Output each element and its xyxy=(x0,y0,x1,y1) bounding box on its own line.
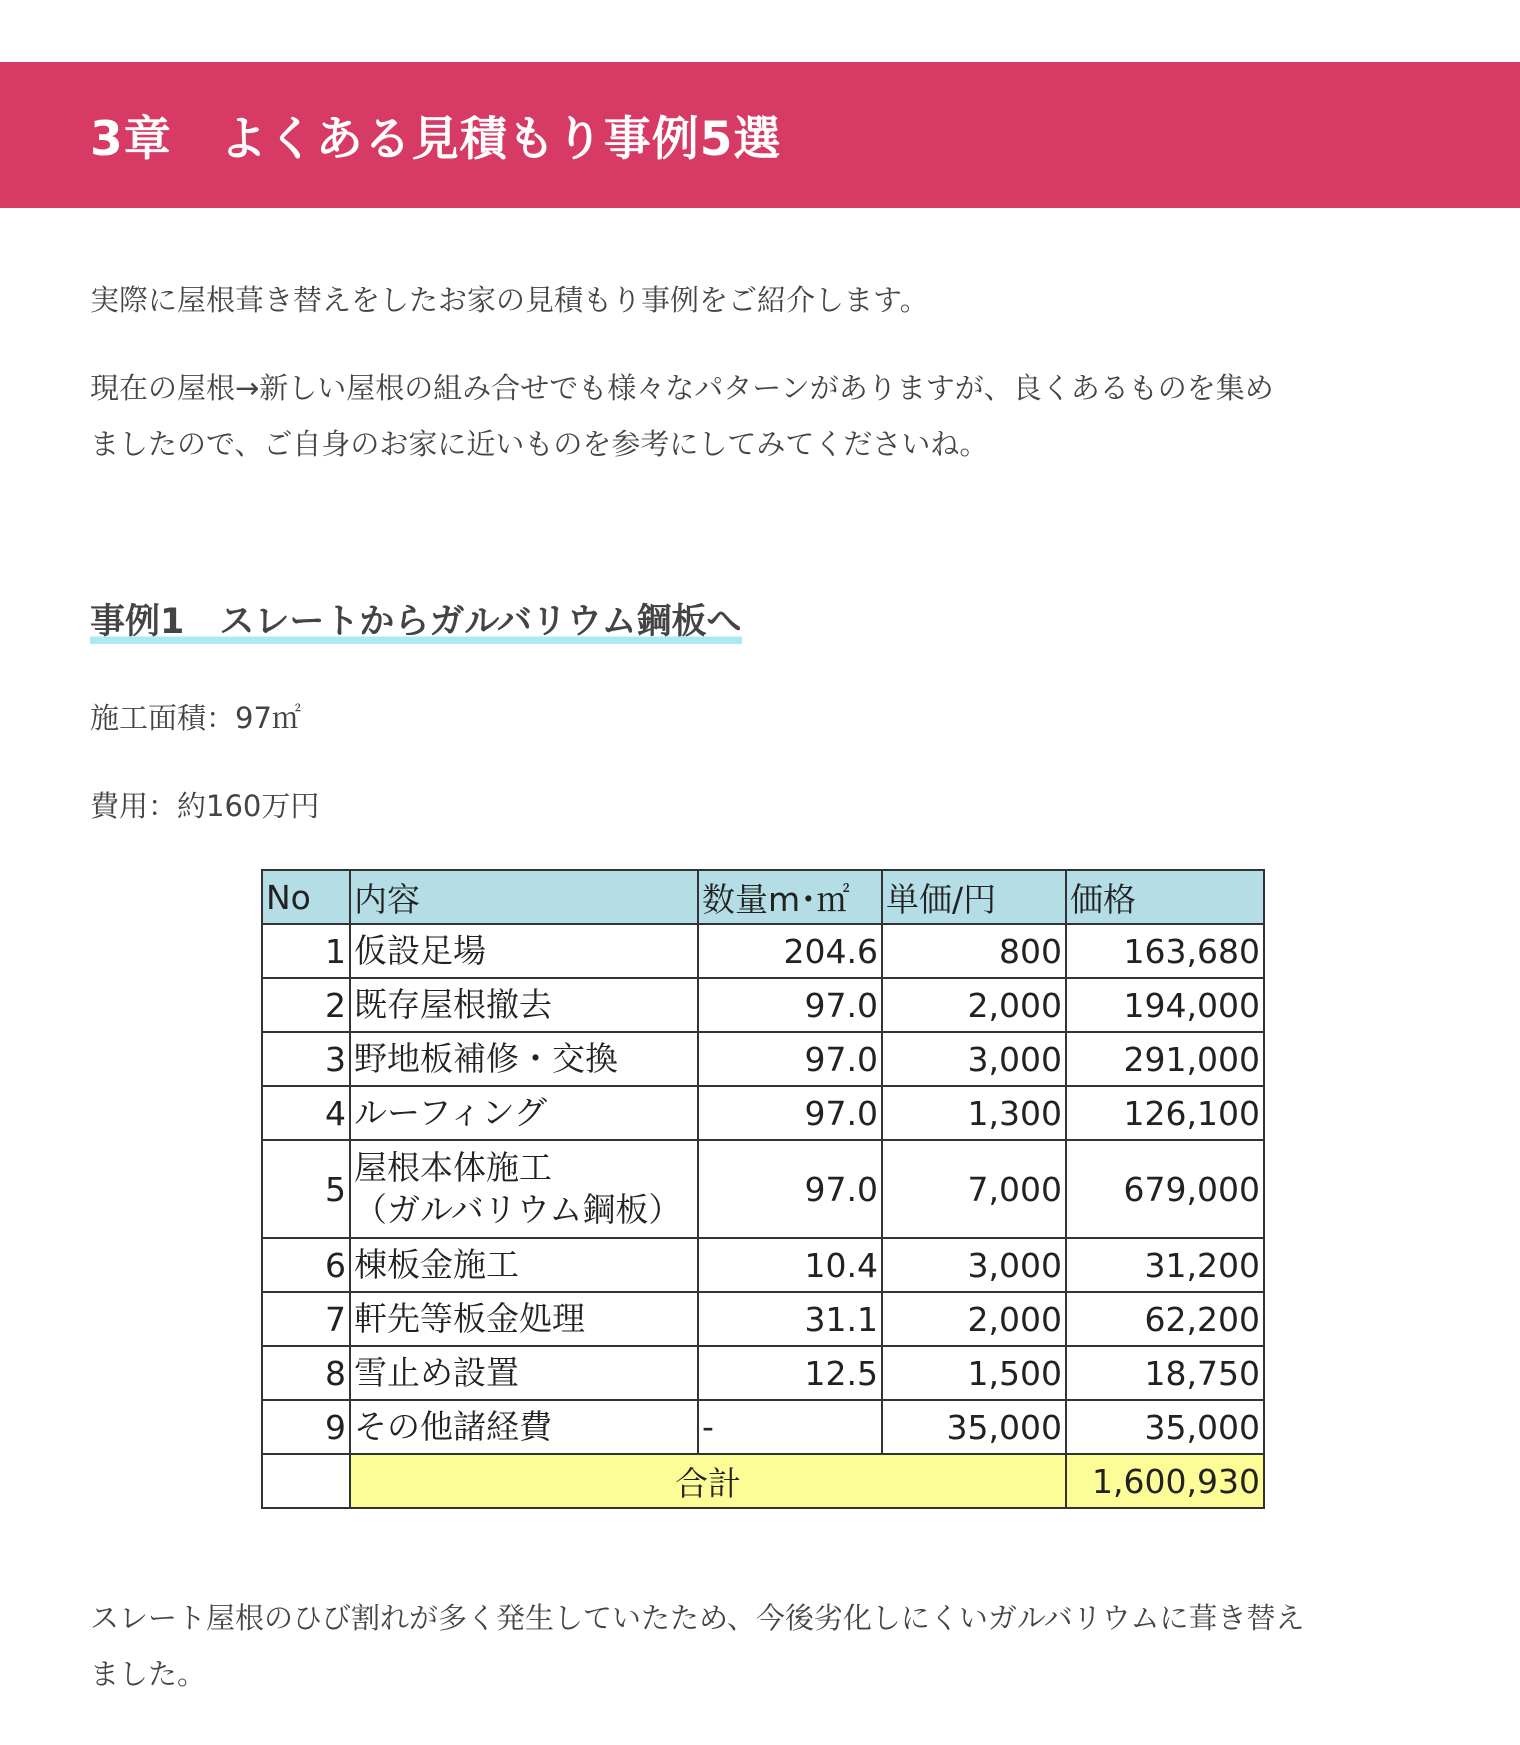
cell-item-line-2: （ガルバリウム鋼板） xyxy=(354,1190,682,1229)
cell-no: 5 xyxy=(262,1140,350,1238)
cell-price: 18,750 xyxy=(1066,1346,1264,1400)
table-row xyxy=(262,1032,1264,1086)
header-unit-price: 単価/円 xyxy=(882,870,1066,924)
table-row xyxy=(262,1086,1264,1140)
table-row xyxy=(262,1140,1264,1238)
cell-item: 既存屋根撤去 xyxy=(350,978,698,1032)
total-value: 1,600,930 xyxy=(1066,1454,1264,1508)
case-1-note-line-1: スレート屋根のひび割れが多く発生していたため、今後劣化しにくいガルバリウムに葺き替え xyxy=(90,1601,1305,1635)
cell-unit-price: 35,000 xyxy=(882,1400,1066,1454)
cell-quantity: 204.6 xyxy=(698,924,882,978)
cell-quantity: 10.4 xyxy=(698,1238,882,1292)
table-header-row xyxy=(262,870,1264,924)
intro-paragraph-1: 実際に屋根葺き替えをしたお家の見積もり事例をご紹介します。 xyxy=(90,283,929,317)
cell-price: 35,000 xyxy=(1066,1400,1264,1454)
cell-no: 7 xyxy=(262,1292,350,1346)
header-price: 価格 xyxy=(1066,870,1264,924)
cell-no: 6 xyxy=(262,1238,350,1292)
cell-price: 194,000 xyxy=(1066,978,1264,1032)
cell-no: 4 xyxy=(262,1086,350,1140)
cell-unit-price: 3,000 xyxy=(882,1238,1066,1292)
table-total-row xyxy=(262,1454,1264,1508)
cell-quantity: - xyxy=(698,1400,882,1454)
total-label: 合計 xyxy=(350,1454,1066,1508)
case-1-area: 施工面積：97㎡ xyxy=(90,701,301,735)
cell-no: 9 xyxy=(262,1400,350,1454)
case-1-note-line-2: ました。 xyxy=(90,1657,207,1691)
table-row xyxy=(262,924,1264,978)
intro-paragraph-2-line-1: 現在の屋根→新しい屋根の組み合せでも様々なパターンがありますが、良くあるものを集め xyxy=(90,371,1274,405)
cell-price: 163,680 xyxy=(1066,924,1264,978)
cell-unit-price: 3,000 xyxy=(882,1032,1066,1086)
cell-no: 8 xyxy=(262,1346,350,1400)
cell-unit-price: 2,000 xyxy=(882,978,1066,1032)
cell-no: 3 xyxy=(262,1032,350,1086)
case-1-note xyxy=(90,1590,1430,1702)
header-no: No xyxy=(262,870,350,924)
cell-price: 31,200 xyxy=(1066,1238,1264,1292)
case-1-cost: 費用：約160万円 xyxy=(90,789,320,823)
intro-paragraph-2 xyxy=(90,360,1430,472)
cell-quantity: 97.0 xyxy=(698,1032,882,1086)
table-row xyxy=(262,1292,1264,1346)
cell-quantity: 97.0 xyxy=(698,1086,882,1140)
intro-paragraph-2-line-2: ましたので、ご自身のお家に近いものを参考にしてみてくださいね。 xyxy=(90,427,989,461)
chapter-banner xyxy=(0,62,1520,208)
cell-item: 軒先等板金処理 xyxy=(350,1292,698,1346)
cell-price: 62,200 xyxy=(1066,1292,1264,1346)
cell-quantity: 12.5 xyxy=(698,1346,882,1400)
cell-quantity: 97.0 xyxy=(698,1140,882,1238)
case-1-heading: 事例1 スレートからガルバリウム鋼板へ xyxy=(90,596,742,648)
cell-item: 仮設足場 xyxy=(350,924,698,978)
header-quantity: 数量m･㎡ xyxy=(698,870,882,924)
cell-price: 679,000 xyxy=(1066,1140,1264,1238)
cell-price: 291,000 xyxy=(1066,1032,1264,1086)
cell-no: 2 xyxy=(262,978,350,1032)
cell-price: 126,100 xyxy=(1066,1086,1264,1140)
table-row xyxy=(262,1238,1264,1292)
cell-no: 1 xyxy=(262,924,350,978)
cell-item xyxy=(350,1140,698,1238)
cell-quantity: 97.0 xyxy=(698,978,882,1032)
cell-item: 棟板金施工 xyxy=(350,1238,698,1292)
cell-quantity: 31.1 xyxy=(698,1292,882,1346)
header-item: 内容 xyxy=(350,870,698,924)
cell-item: 雪止め設置 xyxy=(350,1346,698,1400)
table-row xyxy=(262,1400,1264,1454)
cell-item: ルーフィング xyxy=(350,1086,698,1140)
cell-unit-price: 1,500 xyxy=(882,1346,1066,1400)
cell-total-empty xyxy=(262,1454,350,1508)
cell-unit-price: 7,000 xyxy=(882,1140,1066,1238)
table-row xyxy=(262,1346,1264,1400)
cell-unit-price: 800 xyxy=(882,924,1066,978)
table-row xyxy=(262,978,1264,1032)
cell-unit-price: 2,000 xyxy=(882,1292,1066,1346)
cell-item-line-1: 屋根本体施工 xyxy=(354,1148,552,1187)
cell-item: 野地板補修・交換 xyxy=(350,1032,698,1086)
cell-item: その他諸経費 xyxy=(350,1400,698,1454)
chapter-title: 3章 よくある見積もり事例5選 xyxy=(90,111,782,167)
cell-unit-price: 1,300 xyxy=(882,1086,1066,1140)
estimate-table xyxy=(261,869,1265,1509)
